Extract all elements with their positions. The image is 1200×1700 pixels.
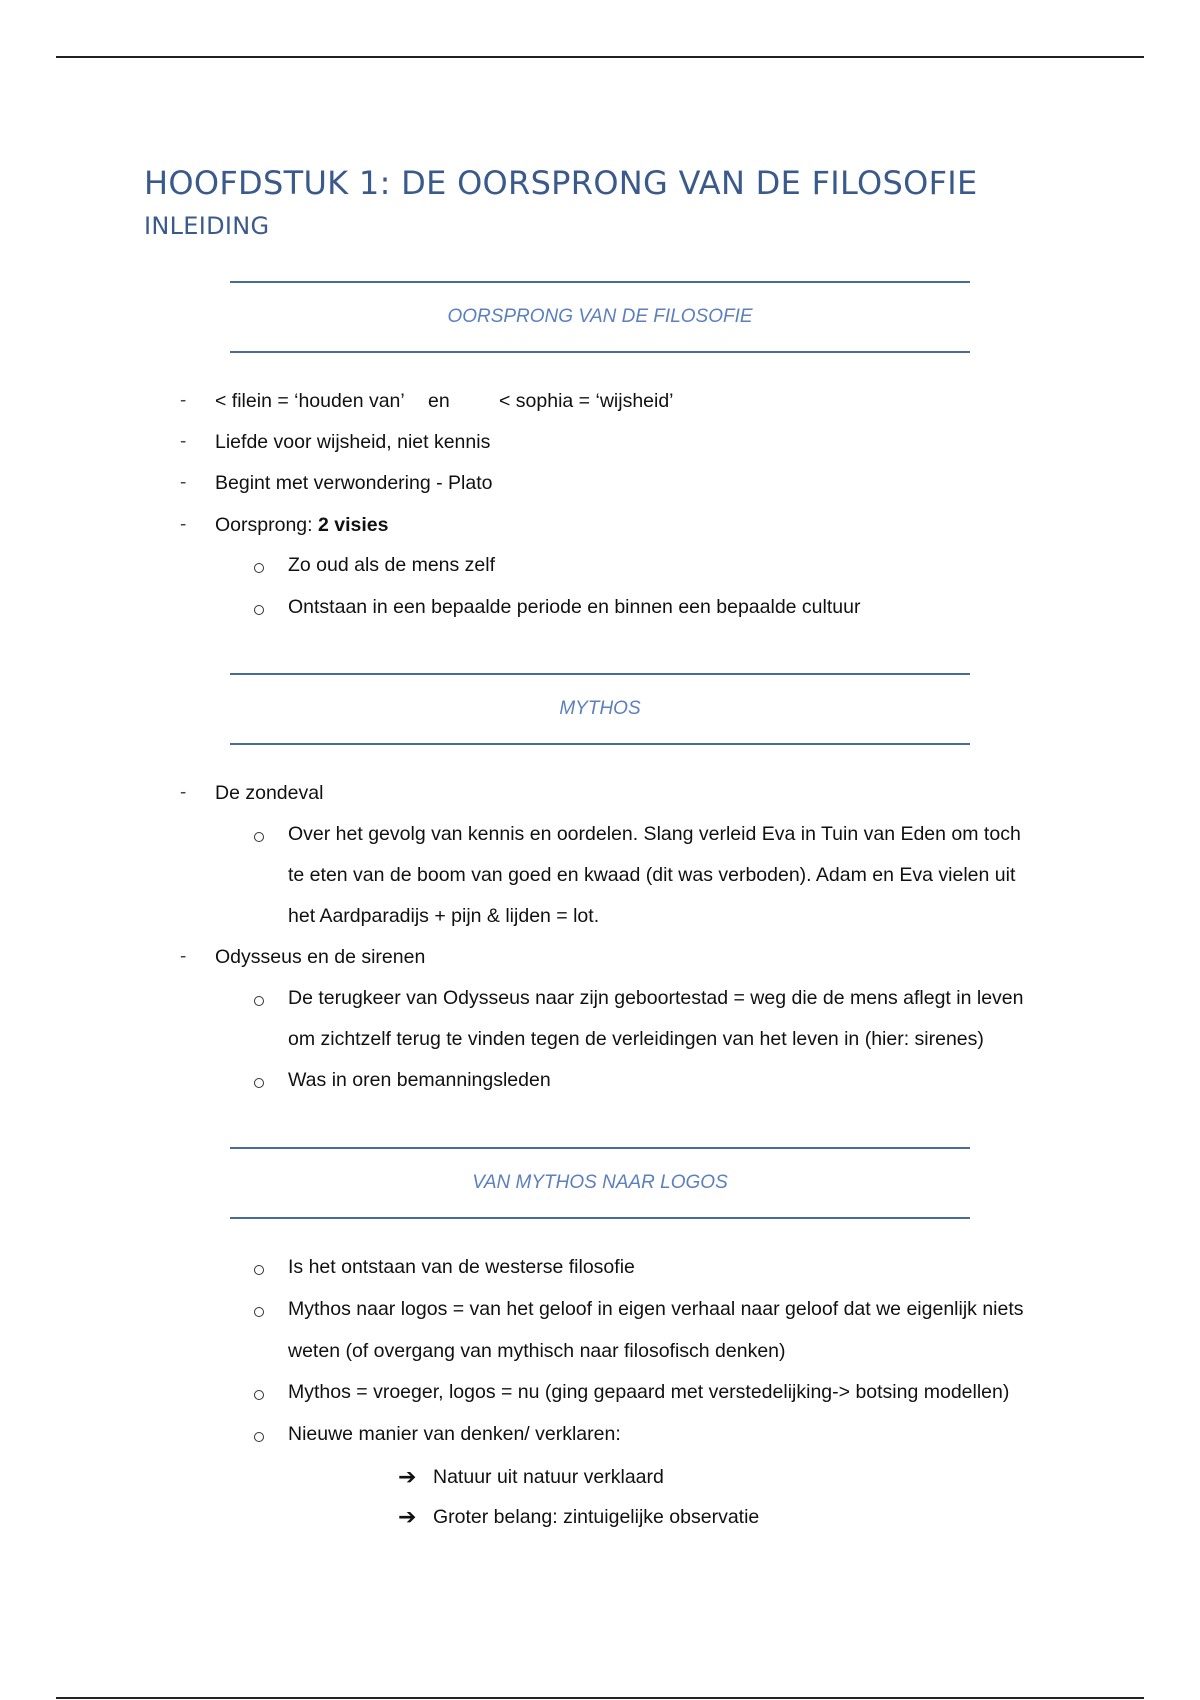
circle-bullet-icon <box>254 1390 264 1400</box>
sub-list-item: Mythos = vroeger, logos = nu (ging gepaard met verstedelijking-> botsing modellen) <box>288 1381 1010 1403</box>
chapter-subtitle: INLEIDING <box>144 212 270 240</box>
dash-bullet-icon: - <box>180 782 187 803</box>
sub-list-item: Zo oud als de mens zelf <box>288 554 496 576</box>
circle-bullet-icon <box>254 1307 264 1317</box>
circle-bullet-icon <box>254 1432 264 1442</box>
list-item: < filein = ‘houden van’ <box>215 390 405 412</box>
section-header-mythos-naar-logos <box>230 1147 970 1219</box>
page-top-rule <box>56 56 1144 58</box>
chapter-title: HOOFDSTUK 1: DE OORSPRONG VAN DE FILOSOFIE <box>144 164 978 202</box>
sub-list-item-line: om zichtzelf terug te vinden tegen de verleidingen van het leven in (hier: sirenes) <box>288 1028 984 1050</box>
list-item <box>215 514 388 537</box>
list-item: Odysseus en de sirenen <box>215 946 426 968</box>
arrow-list-item: Natuur uit natuur verklaard <box>433 1466 664 1488</box>
list-item-connector: en <box>428 390 450 412</box>
circle-bullet-icon <box>254 832 264 842</box>
list-item-prefix: Oorsprong: <box>215 514 318 536</box>
list-item: Begint met verwondering - Plato <box>215 472 493 494</box>
section-header-oorsprong <box>230 281 970 353</box>
section-title: MYTHOS <box>559 698 641 719</box>
sub-list-item-line: Over het gevolg van kennis en oordelen. Slang verleid Eva in Tuin van Eden om toch <box>288 823 1021 845</box>
sub-list-item-line: Mythos naar logos = van het geloof in eigen verhaal naar geloof dat we eigenlijk niets <box>288 1298 1024 1320</box>
section-title: OORSPRONG VAN DE FILOSOFIE <box>447 306 753 327</box>
section-header-mythos <box>230 673 970 745</box>
list-item: De zondeval <box>215 782 324 804</box>
sub-list-item-line: het Aardparadijs + pijn & lijden = lot. <box>288 905 600 927</box>
arrow-right-icon: ➔ <box>398 1504 417 1529</box>
dash-bullet-icon: - <box>180 514 187 535</box>
dash-bullet-icon: - <box>180 946 187 967</box>
sub-list-item: Ontstaan in een bepaalde periode en binnen een bepaalde cultuur <box>288 596 861 618</box>
list-item: Liefde voor wijsheid, niet kennis <box>215 431 491 453</box>
circle-bullet-icon <box>254 1078 264 1088</box>
sub-list-item-line: te eten van de boom van goed en kwaad (dit was verboden). Adam en Eva vielen uit <box>288 864 1016 886</box>
sub-list-item-line: De terugkeer van Odysseus naar zijn geboortestad = weg die de mens aflegt in leven <box>288 987 1024 1009</box>
circle-bullet-icon <box>254 605 264 615</box>
dash-bullet-icon: - <box>180 431 187 452</box>
section-title: VAN MYTHOS NAAR LOGOS <box>472 1172 728 1193</box>
arrow-list-item: Groter belang: zintuigelijke observatie <box>433 1506 760 1528</box>
dash-bullet-icon: - <box>180 390 187 411</box>
page-bottom-rule <box>56 1697 1144 1699</box>
sub-list-item: Nieuwe manier van denken/ verklaren: <box>288 1423 621 1445</box>
circle-bullet-icon <box>254 996 264 1006</box>
list-item: < sophia = ‘wijsheid’ <box>499 390 674 412</box>
list-item-emphasis: 2 visies <box>317 514 389 536</box>
sub-list-item: Is het ontstaan van de westerse filosofie <box>288 1256 635 1278</box>
circle-bullet-icon <box>254 563 264 573</box>
circle-bullet-icon <box>254 1265 264 1275</box>
sub-list-item: Was in oren bemanningsleden <box>288 1069 551 1091</box>
sub-list-item-line: weten (of overgang van mythisch naar filosofisch denken) <box>288 1340 786 1362</box>
arrow-right-icon: ➔ <box>398 1464 417 1489</box>
dash-bullet-icon: - <box>180 472 187 493</box>
